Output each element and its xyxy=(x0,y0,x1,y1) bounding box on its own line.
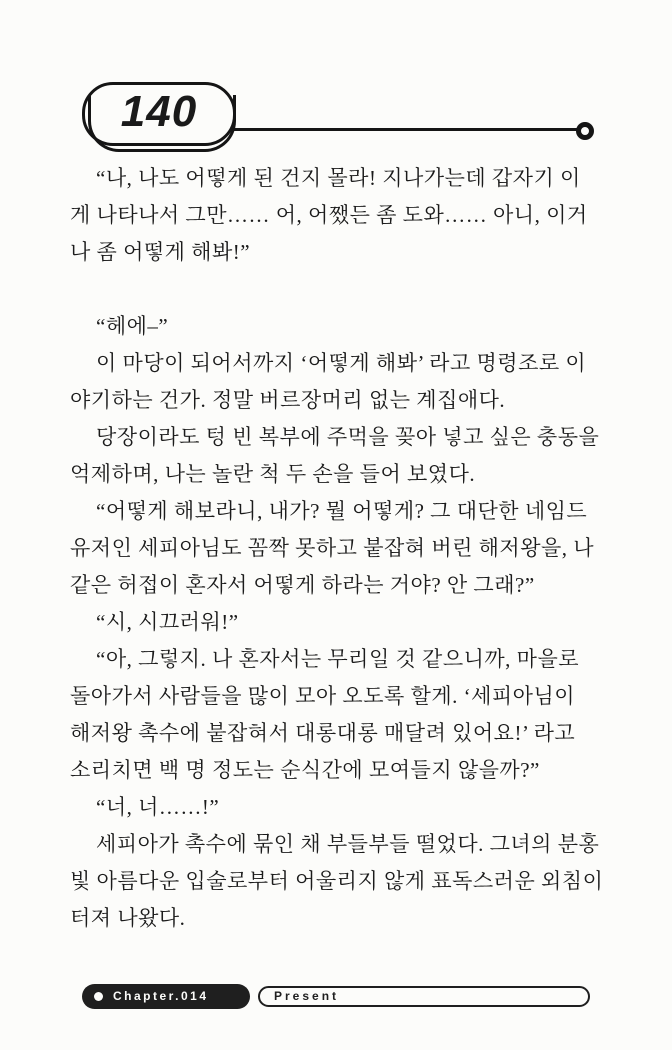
chapter-pill xyxy=(82,984,250,1009)
text-line: “나, 나도 어떻게 된 건지 몰라! 지나가는데 갑자기 이 xyxy=(96,166,581,190)
text-line: 같은 허접이 혼자서 어떻게 하라는 거야? 안 그래?” xyxy=(70,573,535,597)
text-line: 빛 아름다운 입술로부터 어울리지 않게 표독스러운 외침이 xyxy=(70,869,604,893)
text-line: 소리치면 백 명 정도는 순식간에 모여들지 않을까?” xyxy=(70,758,540,782)
chapter-label: Chapter.014 xyxy=(113,988,209,1003)
text-line: 게 나타나서 그만…… 어, 어쨌든 좀 도와…… 아니, 이거 xyxy=(70,203,588,227)
page-number: 140 xyxy=(120,87,198,136)
text-line: 터져 나왔다. xyxy=(70,906,186,930)
text-line: “너, 너……!” xyxy=(96,795,220,819)
text-line: “아, 그렇지. 나 혼자서는 무리일 것 같으니까, 마을로 xyxy=(96,647,580,671)
chapter-bullet-icon xyxy=(94,992,103,1001)
text-line: 이 마당이 되어서까지 ‘어떻게 해봐’ 라고 명령조로 이 xyxy=(96,351,587,375)
text-line: 돌아가서 사람들을 많이 모아 오도록 할게. ‘세피아님이 xyxy=(70,684,576,708)
blank-line xyxy=(70,271,615,308)
present-label: Present xyxy=(274,988,340,1003)
page-number-badge xyxy=(82,82,236,146)
text-line: “어떻게 해보라니, 내가? 뭘 어떻게? 그 대단한 네임드 xyxy=(96,499,588,523)
text-line: “헤에–” xyxy=(96,314,169,338)
header-rule xyxy=(228,128,578,131)
text-line: 억제하며, 나는 놀란 척 두 손을 들어 보였다. xyxy=(70,462,476,486)
text-line: “시, 시끄러워!” xyxy=(96,610,239,634)
footer xyxy=(82,984,590,1009)
ring-icon xyxy=(576,122,594,140)
text-line: 나 좀 어떻게 해봐!” xyxy=(70,240,251,264)
text-line: 유저인 세피아님도 꼼짝 못하고 붙잡혀 버린 해저왕을, 나 xyxy=(70,536,595,560)
present-pill xyxy=(258,986,590,1007)
text-line: 당장이라도 텅 빈 복부에 주먹을 꽂아 넣고 싶은 충동을 xyxy=(96,425,600,449)
body-text xyxy=(70,160,615,937)
text-line: 야기하는 건가. 정말 버르장머리 없는 계집애다. xyxy=(70,388,506,412)
text-line: 해저왕 촉수에 붙잡혀서 대롱대롱 매달려 있어요!’ 라고 xyxy=(70,721,576,745)
text-line: 세피아가 촉수에 묶인 채 부들부들 떨었다. 그녀의 분홍 xyxy=(96,832,600,856)
